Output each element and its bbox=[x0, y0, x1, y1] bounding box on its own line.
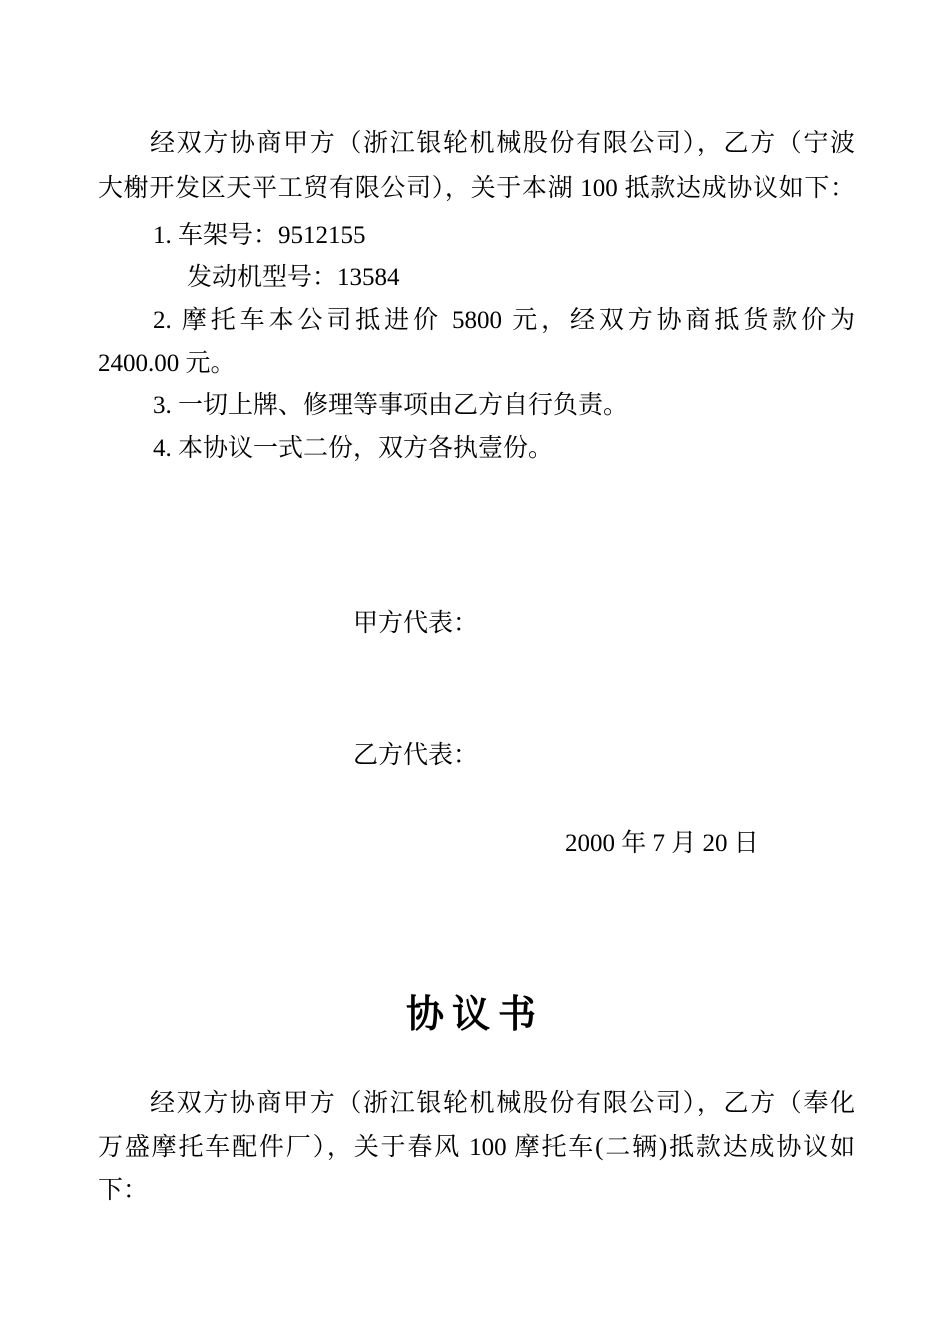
agreement1-clause2-line1: 2. 摩托车本公司抵进价 5800 元，经双方协商抵货款价为 bbox=[153, 307, 855, 334]
agreement2-intro-line1: 经双方协商甲方（浙江银轮机械股份有限公司），乙方（奉化 bbox=[150, 1090, 855, 1117]
agreement2-intro-line3: 下： bbox=[98, 1177, 149, 1204]
agreement2-title: 协议书 bbox=[405, 994, 544, 1036]
agreement2-intro-line2: 万盛摩托车配件厂），关于春风 100 摩托车(二辆)抵款达成协议如 bbox=[98, 1134, 855, 1161]
agreement1-date: 2000 年 7 月 20 日 bbox=[565, 830, 759, 857]
agreement1-clause4: 4. 本协议一式二份，双方各执壹份。 bbox=[153, 435, 554, 462]
agreement1-clause2-line2: 2400.00 元。 bbox=[98, 350, 236, 377]
party-b-representative-label: 乙方代表： bbox=[353, 742, 479, 769]
party-a-representative-label: 甲方代表： bbox=[353, 610, 479, 637]
agreement1-clause1-frame-number: 1. 车架号：9512155 bbox=[153, 222, 366, 249]
agreement1-intro-line1: 经双方协商甲方（浙江银轮机械股份有限公司），乙方（宁波 bbox=[150, 130, 855, 157]
agreement1-intro-line2: 大榭开发区天平工贸有限公司），关于本湖 100 抵款达成协议如下： bbox=[98, 175, 855, 202]
agreement1-clause1-engine-model: 发动机型号：13584 bbox=[187, 264, 400, 291]
agreement1-clause3: 3. 一切上牌、修理等事项由乙方自行负责。 bbox=[153, 392, 629, 419]
